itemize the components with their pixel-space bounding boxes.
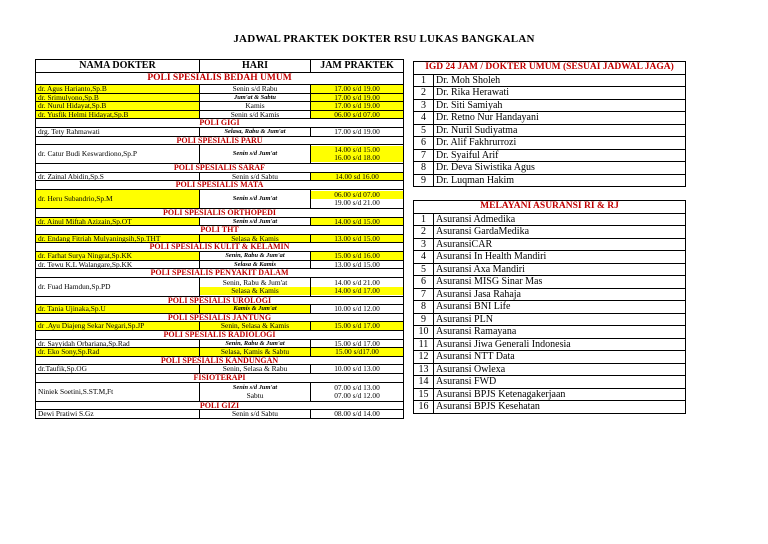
- table-row: [36, 189, 404, 208]
- section-header-row: [36, 401, 404, 410]
- practice-time: 06.00 s/d 07.00: [311, 110, 404, 119]
- section-title: POLI SPESIALIS MATA: [36, 181, 404, 190]
- item-number: 6: [414, 137, 434, 150]
- table-row: [36, 85, 404, 94]
- table-row: [36, 260, 404, 269]
- table-row: [36, 277, 404, 296]
- practice-day: Selasa & Kamis: [200, 234, 311, 243]
- doctor-name: dr. Endang Fitriah Mulyaningsih,Sp.THT: [36, 234, 200, 243]
- practice-time: [311, 382, 404, 401]
- item-number: 2: [414, 226, 434, 239]
- practice-day: Jum'at & Sabtu: [200, 93, 311, 102]
- page-title: JADWAL PRAKTEK DOKTER RSU LUKAS BANGKALAN: [233, 33, 535, 45]
- practice-time-2: 19.00 s/d 21.00: [334, 197, 380, 207]
- doctor-name: dr. Eko Sony,Sp.Rad: [36, 348, 200, 357]
- section-title: POLI SPESIALIS PARU: [36, 136, 404, 145]
- practice-day: Senin, Rabu & Jum'at: [200, 251, 311, 260]
- practice-time: 17.00 s/d 19.00: [311, 85, 404, 94]
- item-number: 16: [414, 401, 434, 414]
- practice-day: Kamis: [200, 102, 311, 111]
- item-label: Dr. Deva Siwistika Agus: [434, 162, 686, 175]
- doctor-schedule-table: [35, 59, 404, 419]
- item-label: Asuransi BPJS Kesehatan: [434, 401, 686, 414]
- practice-day: Senin, Selasa & Rabu: [200, 365, 311, 374]
- insurance-row: [414, 263, 686, 276]
- doctor-name: dr. Agus Harianto,Sp.B: [36, 85, 200, 94]
- section-header-row: [36, 226, 404, 235]
- practice-day: Senin, Rabu & Jum'at: [200, 339, 311, 348]
- igd-doctor-table: [413, 61, 686, 187]
- section-header-row: [36, 73, 404, 85]
- section-header-row: [36, 313, 404, 322]
- table-row: [36, 305, 404, 314]
- section-title: POLI SPESIALIS RADIOLOGI: [36, 331, 404, 340]
- practice-time: 15.00 s/d 16.00: [311, 251, 404, 260]
- item-label: Asuransi MISG Sinar Mas: [434, 276, 686, 289]
- practice-time: 15.00 s/d 17.00: [311, 339, 404, 348]
- practice-time: 13.00 s/d 15.00: [311, 234, 404, 243]
- doctor-name: dr. Catur Budi Keswardiono,Sp.P: [36, 145, 200, 164]
- item-label: Dr. Siti Samiyah: [434, 99, 686, 112]
- insurance-row: [414, 213, 686, 226]
- table-row: [36, 102, 404, 111]
- table-row: [36, 172, 404, 181]
- item-label: Dr. Nuril Sudiyatma: [434, 124, 686, 137]
- practice-time: 17.00 s/d 19.00: [311, 102, 404, 111]
- table-row: [36, 234, 404, 243]
- doctor-name: dr. Farhat Surya Ningrat,Sp.KK: [36, 251, 200, 260]
- practice-time: 15.00 s/d 17.00: [311, 322, 404, 331]
- practice-day: Kamis & Jum'at: [200, 305, 311, 314]
- section-title: POLI SPESIALIS SARAF: [36, 164, 404, 173]
- section-title: POLI SPESIALIS PENYAKIT DALAM: [36, 269, 404, 278]
- practice-day: Senin, Selasa & Kamis: [200, 322, 311, 331]
- section-header-row: [36, 356, 404, 365]
- practice-time: 13.00 s/d 15.00: [311, 260, 404, 269]
- practice-time: 10.00 s/d 13.00: [311, 365, 404, 374]
- item-label: Asuransi NTT Data: [434, 351, 686, 364]
- insurance-row: [414, 401, 686, 414]
- item-number: 8: [414, 162, 434, 175]
- insurance-row: [414, 226, 686, 239]
- insurance-row: [414, 351, 686, 364]
- practice-day-2: Sabtu: [246, 390, 264, 400]
- item-label: Asuransi Ramayana: [434, 326, 686, 339]
- practice-time: 10.00 s/d 12.00: [311, 305, 404, 314]
- doctor-name: dr. Fuad Hamdun,Sp.PD: [36, 277, 200, 296]
- item-number: 1: [414, 74, 434, 87]
- section-title: POLI GIGI: [36, 119, 404, 128]
- practice-day: Senin s/d Jum'at: [200, 189, 311, 208]
- item-label: Asuransi PLN: [434, 313, 686, 326]
- igd-doctor-row: [414, 87, 686, 100]
- item-label: AsuransiCAR: [434, 238, 686, 251]
- table-row: [36, 93, 404, 102]
- item-number: 3: [414, 99, 434, 112]
- item-number: 11: [414, 338, 434, 351]
- practice-day: Senin s/d Sabtu: [200, 172, 311, 181]
- insurance-row: [414, 251, 686, 264]
- section-title: POLI SPESIALIS ORTHOPEDI: [36, 208, 404, 217]
- insurance-row: [414, 363, 686, 376]
- igd-header-row: [414, 62, 686, 75]
- igd-doctor-row: [414, 137, 686, 150]
- igd-header: IGD 24 JAM / DOKTER UMUM (SESUAI JADWAL JAGA): [414, 62, 686, 75]
- header-time: JAM PRAKTEK: [311, 60, 404, 73]
- item-label: Asuransi Jiwa Generali Indonesia: [434, 338, 686, 351]
- item-label: Asuransi Axa Mandiri: [434, 263, 686, 276]
- insurance-header: MELAYANI ASURANSI RI & RJ: [414, 201, 686, 214]
- doctor-name: drg. Tety Rahmawati: [36, 127, 200, 136]
- practice-day: Senin s/d Rabu: [200, 85, 311, 94]
- table-row: [36, 339, 404, 348]
- item-label: Asuransi In Health Mandiri: [434, 251, 686, 264]
- section-title: POLI SPESIALIS UROLOGI: [36, 296, 404, 305]
- section-header-row: [36, 136, 404, 145]
- section-header-row: [36, 296, 404, 305]
- section-header-row: [36, 269, 404, 278]
- item-label: Dr. Moh Sholeh: [434, 74, 686, 87]
- item-number: 6: [414, 276, 434, 289]
- section-header-row: [36, 374, 404, 383]
- practice-day: Senin s/d Kamis: [200, 110, 311, 119]
- section-title: POLI SPESIALIS JANTUNG: [36, 313, 404, 322]
- header-name: NAMA DOKTER: [36, 60, 200, 73]
- item-number: 10: [414, 326, 434, 339]
- section-header-row: [36, 164, 404, 173]
- doctor-name: dr. Tewu K.L Walangare,Sp.KK: [36, 260, 200, 269]
- table-row: [36, 217, 404, 226]
- igd-doctor-row: [414, 124, 686, 137]
- item-label: Asuransi BNI Life: [434, 301, 686, 314]
- practice-time-2: 14.00 s/d 17.00: [311, 287, 403, 295]
- insurance-table: [413, 200, 686, 414]
- table-row: [36, 348, 404, 357]
- practice-day-2: Selasa & Kamis: [200, 287, 310, 295]
- section-title: POLI SPESIALIS KULIT & KELAMIN: [36, 243, 404, 252]
- item-label: Asuransi GardaMedika: [434, 226, 686, 239]
- insurance-row: [414, 238, 686, 251]
- doctor-name: dr. Yusfik Helmi Hidayat,Sp.B: [36, 110, 200, 119]
- item-number: 7: [414, 149, 434, 162]
- practice-day-1: Senin, Rabu & Jum'at: [222, 277, 288, 287]
- table-row: [36, 110, 404, 119]
- section-header-row: [36, 331, 404, 340]
- schedule-header-row: [36, 60, 404, 73]
- practice-time-1: 07.00 s/d 13.00: [334, 382, 380, 392]
- table-row: [36, 251, 404, 260]
- practice-time-1: 06.00 s/d 07.00: [311, 191, 403, 199]
- practice-time: [311, 189, 404, 208]
- item-number: 4: [414, 112, 434, 125]
- doctor-name: dr. Nurul Hidayat,Sp.B: [36, 102, 200, 111]
- practice-day: Senin s/d Sabtu: [200, 410, 311, 419]
- item-label: Asuransi Admedika: [434, 213, 686, 226]
- igd-doctor-row: [414, 74, 686, 87]
- item-label: Dr. Rika Herawati: [434, 87, 686, 100]
- item-number: 9: [414, 174, 434, 187]
- doctor-name: dr. Sayyidah Orbariana,Sp.Rad: [36, 339, 200, 348]
- section-title: POLI SPESIALIS BEDAH UMUM: [36, 73, 404, 85]
- practice-day: Senin s/d Jum'at: [200, 217, 311, 226]
- practice-time: 17.00 s/d 19.00: [311, 127, 404, 136]
- doctor-name: dr. Ainul Miftah Azizain,Sp.OT: [36, 217, 200, 226]
- item-label: Asuransi Owlexa: [434, 363, 686, 376]
- doctor-name: dr .Ayu Diajeng Sekar Negari,Sp.JP: [36, 322, 200, 331]
- practice-time-2: 07.00 s/d 12.00: [334, 390, 380, 400]
- section-title: FISIOTERAPI: [36, 374, 404, 383]
- practice-day-1: Senin s/d Jum'at: [232, 383, 278, 391]
- table-row: [36, 410, 404, 419]
- igd-doctor-row: [414, 112, 686, 125]
- item-label: Dr. Alif Fakhrurrozi: [434, 137, 686, 150]
- practice-day: Selasa & Kamis: [200, 260, 311, 269]
- item-number: 3: [414, 238, 434, 251]
- insurance-row: [414, 376, 686, 389]
- insurance-row: [414, 288, 686, 301]
- section-title: POLI GIZI: [36, 401, 404, 410]
- practice-day: Senin s/d Jum'at: [200, 145, 311, 164]
- insurance-row: [414, 301, 686, 314]
- item-number: 9: [414, 313, 434, 326]
- item-number: 1: [414, 213, 434, 226]
- item-number: 5: [414, 263, 434, 276]
- doctor-name: dr. Heru Subandrio,Sp.M: [36, 189, 200, 208]
- practice-time-1: 14.00 s/d 15.00: [311, 146, 403, 154]
- item-label: Dr. Luqman Hakim: [434, 174, 686, 187]
- section-title: POLI THT: [36, 226, 404, 235]
- doctor-name: Niniek Soetini,S.ST.M,Ft: [36, 382, 200, 401]
- insurance-row: [414, 313, 686, 326]
- item-label: Asuransi FWD: [434, 376, 686, 389]
- table-row: [36, 365, 404, 374]
- insurance-row: [414, 326, 686, 339]
- insurance-row: [414, 338, 686, 351]
- item-number: 14: [414, 376, 434, 389]
- doctor-name: Dewi Pratiwi S.Gz: [36, 410, 200, 419]
- table-row: [36, 145, 404, 164]
- insurance-row: [414, 388, 686, 401]
- igd-doctor-row: [414, 99, 686, 112]
- practice-time: 14.00 sd 16.00: [311, 172, 404, 181]
- practice-time: 14.00 s/d 15.00: [311, 217, 404, 226]
- section-title: POLI SPESIALIS KANDUNGAN: [36, 356, 404, 365]
- practice-day: Selasa, Rabu & Jum'at: [200, 127, 311, 136]
- doctor-name: dr. Zainal Abidin,Sp.S: [36, 172, 200, 181]
- practice-time: [311, 145, 404, 164]
- table-row: [36, 322, 404, 331]
- doctor-name: dr. Srimulyono,Sp.B: [36, 93, 200, 102]
- item-label: Asuransi Jasa Rahaja: [434, 288, 686, 301]
- table-row: [36, 127, 404, 136]
- practice-day: [200, 277, 311, 296]
- item-number: 13: [414, 363, 434, 376]
- section-header-row: [36, 181, 404, 190]
- practice-day: [200, 382, 311, 401]
- igd-doctor-row: [414, 174, 686, 187]
- doctor-name: dr.Taufik,Sp.OG: [36, 365, 200, 374]
- item-number: 8: [414, 301, 434, 314]
- practice-time: [311, 277, 404, 296]
- practice-day: Selasa, Kamis & Sabtu: [200, 348, 311, 357]
- practice-time: 15.00 s/d17.00: [311, 348, 404, 357]
- practice-time: 17.00 s/d 19.00: [311, 93, 404, 102]
- section-header-row: [36, 119, 404, 128]
- section-header-row: [36, 208, 404, 217]
- insurance-header-row: [414, 201, 686, 214]
- doctor-name: dr. Tania Ujinaka,Sp.U: [36, 305, 200, 314]
- item-number: 7: [414, 288, 434, 301]
- header-day: HARI: [200, 60, 311, 73]
- section-header-row: [36, 243, 404, 252]
- item-label: Dr. Syaiful Arif: [434, 149, 686, 162]
- practice-time-1: 14.00 s/d 21.00: [334, 277, 380, 287]
- practice-time-2: 16.00 s/d 18.00: [311, 154, 403, 162]
- item-label: Asuransi BPJS Ketenagakerjaan: [434, 388, 686, 401]
- item-label: Dr. Retno Nur Handayani: [434, 112, 686, 125]
- igd-doctor-row: [414, 162, 686, 175]
- item-number: 5: [414, 124, 434, 137]
- insurance-row: [414, 276, 686, 289]
- igd-doctor-row: [414, 149, 686, 162]
- practice-time: 08.00 s/d 14.00: [311, 410, 404, 419]
- item-number: 12: [414, 351, 434, 364]
- item-number: 4: [414, 251, 434, 264]
- table-row: [36, 382, 404, 401]
- item-number: 15: [414, 388, 434, 401]
- item-number: 2: [414, 87, 434, 100]
